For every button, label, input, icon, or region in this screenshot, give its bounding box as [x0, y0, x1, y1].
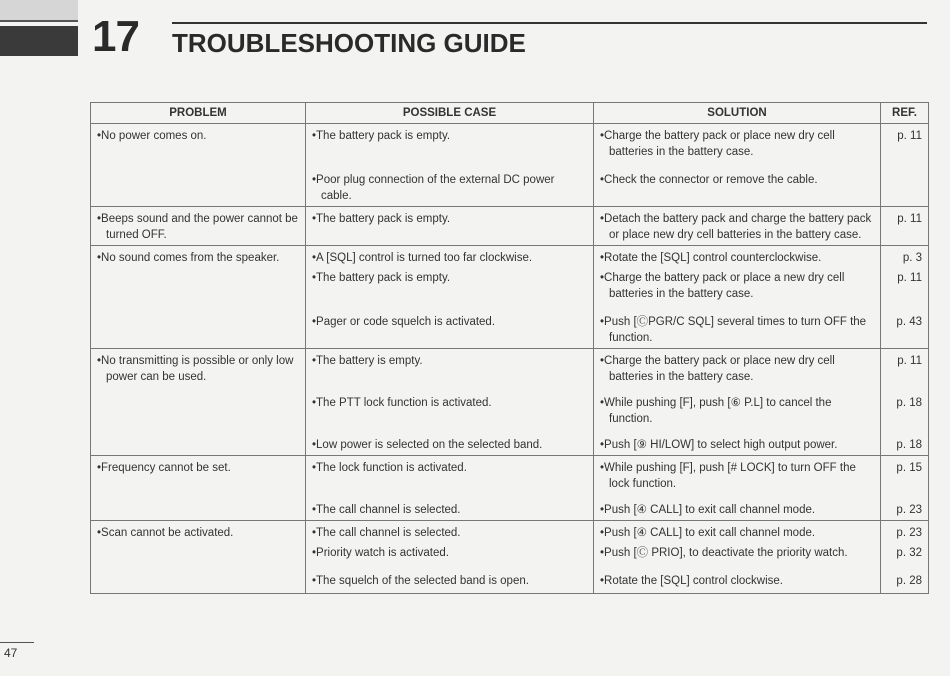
case-cell — [306, 521, 594, 544]
table-row — [91, 387, 929, 429]
ref-cell — [881, 124, 929, 163]
problem-cell — [91, 268, 306, 304]
case-cell — [306, 207, 594, 246]
problem-text: • No transmitting is possible or only low power can be used. — [97, 353, 299, 385]
table-row — [91, 429, 929, 456]
case-text: • A [SQL] control is turned too far clockwise. — [312, 250, 587, 266]
ref-text: p. 18 — [896, 397, 922, 409]
problem-cell — [91, 304, 306, 349]
problem-cell — [91, 543, 306, 563]
ref-text: p. 23 — [896, 527, 922, 539]
case-cell — [306, 268, 594, 304]
column-header-ref: REF. — [881, 103, 929, 124]
case-cell — [306, 349, 594, 388]
solution-text: • Rotate the [SQL] control counterclockwise. — [600, 250, 874, 266]
problem-cell — [91, 207, 306, 246]
case-text: • The PTT lock function is activated. — [312, 395, 587, 411]
table-row — [91, 494, 929, 521]
table-row — [91, 563, 929, 594]
ref-text: p. 43 — [896, 316, 922, 328]
case-text: • The lock function is activated. — [312, 460, 587, 476]
solution-text: • Push [④ CALL] to exit call channel mode. — [600, 525, 874, 541]
table-row — [91, 124, 929, 163]
ref-text: p. 3 — [902, 252, 922, 264]
ref-text: p. 28 — [896, 575, 922, 587]
table-row — [91, 207, 929, 246]
page-number: 47 — [4, 646, 18, 660]
solution-text: • While pushing [F], push [# LOCK] to turn OFF the lock function. — [600, 460, 874, 492]
case-text: • The battery is empty. — [312, 353, 587, 369]
case-cell — [306, 246, 594, 269]
ref-text: p. 15 — [896, 462, 922, 474]
case-text: • Low power is selected on the selected band. — [312, 437, 587, 453]
case-cell — [306, 304, 594, 349]
column-header-problem: PROBLEM — [91, 103, 306, 124]
solution-text: • Rotate the [SQL] control clockwise. — [600, 573, 874, 589]
solution-text: • Push [⑨ HI/LOW] to select high output power. — [600, 437, 874, 453]
case-text: • Pager or code squelch is activated. — [312, 314, 587, 330]
page-title: TROUBLESHOOTING GUIDE — [172, 28, 526, 58]
section-number: 17 — [92, 12, 139, 61]
page-number-rule — [0, 642, 34, 643]
header-rule — [172, 22, 927, 24]
column-header-case: POSSIBLE CASE — [306, 103, 594, 124]
solution-cell — [594, 521, 881, 544]
solution-text: • Check the connector or remove the cable. — [600, 172, 874, 188]
solution-text: • Charge the battery pack or place new dry cell batteries in the battery case. — [600, 353, 874, 385]
case-text: • The battery pack is empty. — [312, 128, 587, 144]
problem-cell — [91, 429, 306, 456]
tab-bar-top — [0, 0, 78, 22]
ref-cell — [881, 521, 929, 544]
solution-cell — [594, 543, 881, 563]
solution-cell — [594, 124, 881, 163]
case-cell — [306, 162, 594, 207]
ref-cell — [881, 349, 929, 388]
case-text: • The call channel is selected. — [312, 525, 587, 541]
ref-text: p. 11 — [897, 355, 922, 367]
solution-cell — [594, 494, 881, 521]
case-text: • The squelch of the selected band is open. — [312, 573, 587, 589]
problem-text: • Frequency cannot be set. — [97, 460, 299, 476]
ref-cell — [881, 387, 929, 429]
troubleshooting-table — [90, 102, 929, 594]
ref-cell — [881, 456, 929, 495]
column-header-solution: SOLUTION — [594, 103, 881, 124]
table-row — [91, 162, 929, 207]
problem-cell — [91, 387, 306, 429]
case-cell — [306, 494, 594, 521]
solution-cell — [594, 563, 881, 594]
ref-cell — [881, 429, 929, 456]
ref-cell — [881, 268, 929, 304]
case-cell — [306, 124, 594, 163]
solution-cell — [594, 349, 881, 388]
problem-cell — [91, 521, 306, 544]
case-text: • The battery pack is empty. — [312, 270, 587, 286]
solution-text: • Detach the battery pack and charge the battery pack or place new dry cell batteries in the battery case. — [600, 211, 874, 243]
problem-cell — [91, 124, 306, 163]
case-cell — [306, 387, 594, 429]
case-text: • Poor plug connection of the external DC power cable. — [312, 172, 587, 204]
table-row — [91, 521, 929, 544]
solution-text: • Push [ⒸPGR/C SQL] several times to turn OFF the function. — [600, 314, 874, 346]
problem-cell — [91, 162, 306, 207]
table-row — [91, 543, 929, 563]
solution-cell — [594, 304, 881, 349]
solution-text: • Push [Ⓒ PRIO], to deactivate the priority watch. — [600, 545, 874, 561]
case-text: • The battery pack is empty. — [312, 211, 587, 227]
ref-cell — [881, 207, 929, 246]
solution-cell — [594, 387, 881, 429]
ref-text: p. 18 — [896, 439, 922, 451]
solution-text: • Charge the battery pack or place a new dry cell batteries in the battery case. — [600, 270, 874, 302]
case-text: • The call channel is selected. — [312, 502, 587, 518]
solution-cell — [594, 162, 881, 207]
problem-text: • Beeps sound and the power cannot be turned OFF. — [97, 211, 299, 243]
ref-cell — [881, 246, 929, 269]
ref-cell — [881, 304, 929, 349]
problem-cell — [91, 456, 306, 495]
ref-text: p. 32 — [896, 547, 922, 559]
table-row — [91, 456, 929, 495]
problem-cell — [91, 246, 306, 269]
ref-text: p. 23 — [896, 504, 922, 516]
table-row — [91, 304, 929, 349]
case-cell — [306, 429, 594, 456]
case-cell — [306, 543, 594, 563]
solution-cell — [594, 429, 881, 456]
problem-text: • No sound comes from the speaker. — [97, 250, 299, 266]
solution-text: • Charge the battery pack or place new dry cell batteries in the battery case. — [600, 128, 874, 160]
ref-cell — [881, 162, 929, 207]
table-header-row — [91, 103, 929, 124]
solution-cell — [594, 456, 881, 495]
ref-cell — [881, 494, 929, 521]
ref-text: p. 11 — [897, 213, 922, 225]
solution-text: • Push [④ CALL] to exit call channel mode. — [600, 502, 874, 518]
table-row — [91, 349, 929, 388]
ref-cell — [881, 543, 929, 563]
solution-cell — [594, 246, 881, 269]
case-text: • Priority watch is activated. — [312, 545, 587, 561]
case-cell — [306, 456, 594, 495]
solution-cell — [594, 268, 881, 304]
solution-text: • While pushing [F], push [⑥ P.L] to cancel the function. — [600, 395, 874, 427]
problem-cell — [91, 494, 306, 521]
table-row — [91, 246, 929, 269]
problem-text: • No power comes on. — [97, 128, 299, 144]
problem-text: • Scan cannot be activated. — [97, 525, 299, 541]
problem-cell — [91, 349, 306, 388]
ref-text: p. 11 — [897, 130, 922, 142]
solution-cell — [594, 207, 881, 246]
ref-text: p. 11 — [897, 272, 922, 284]
table-row — [91, 268, 929, 304]
ref-cell — [881, 563, 929, 594]
section-tab — [0, 26, 78, 56]
problem-cell — [91, 563, 306, 594]
case-cell — [306, 563, 594, 594]
